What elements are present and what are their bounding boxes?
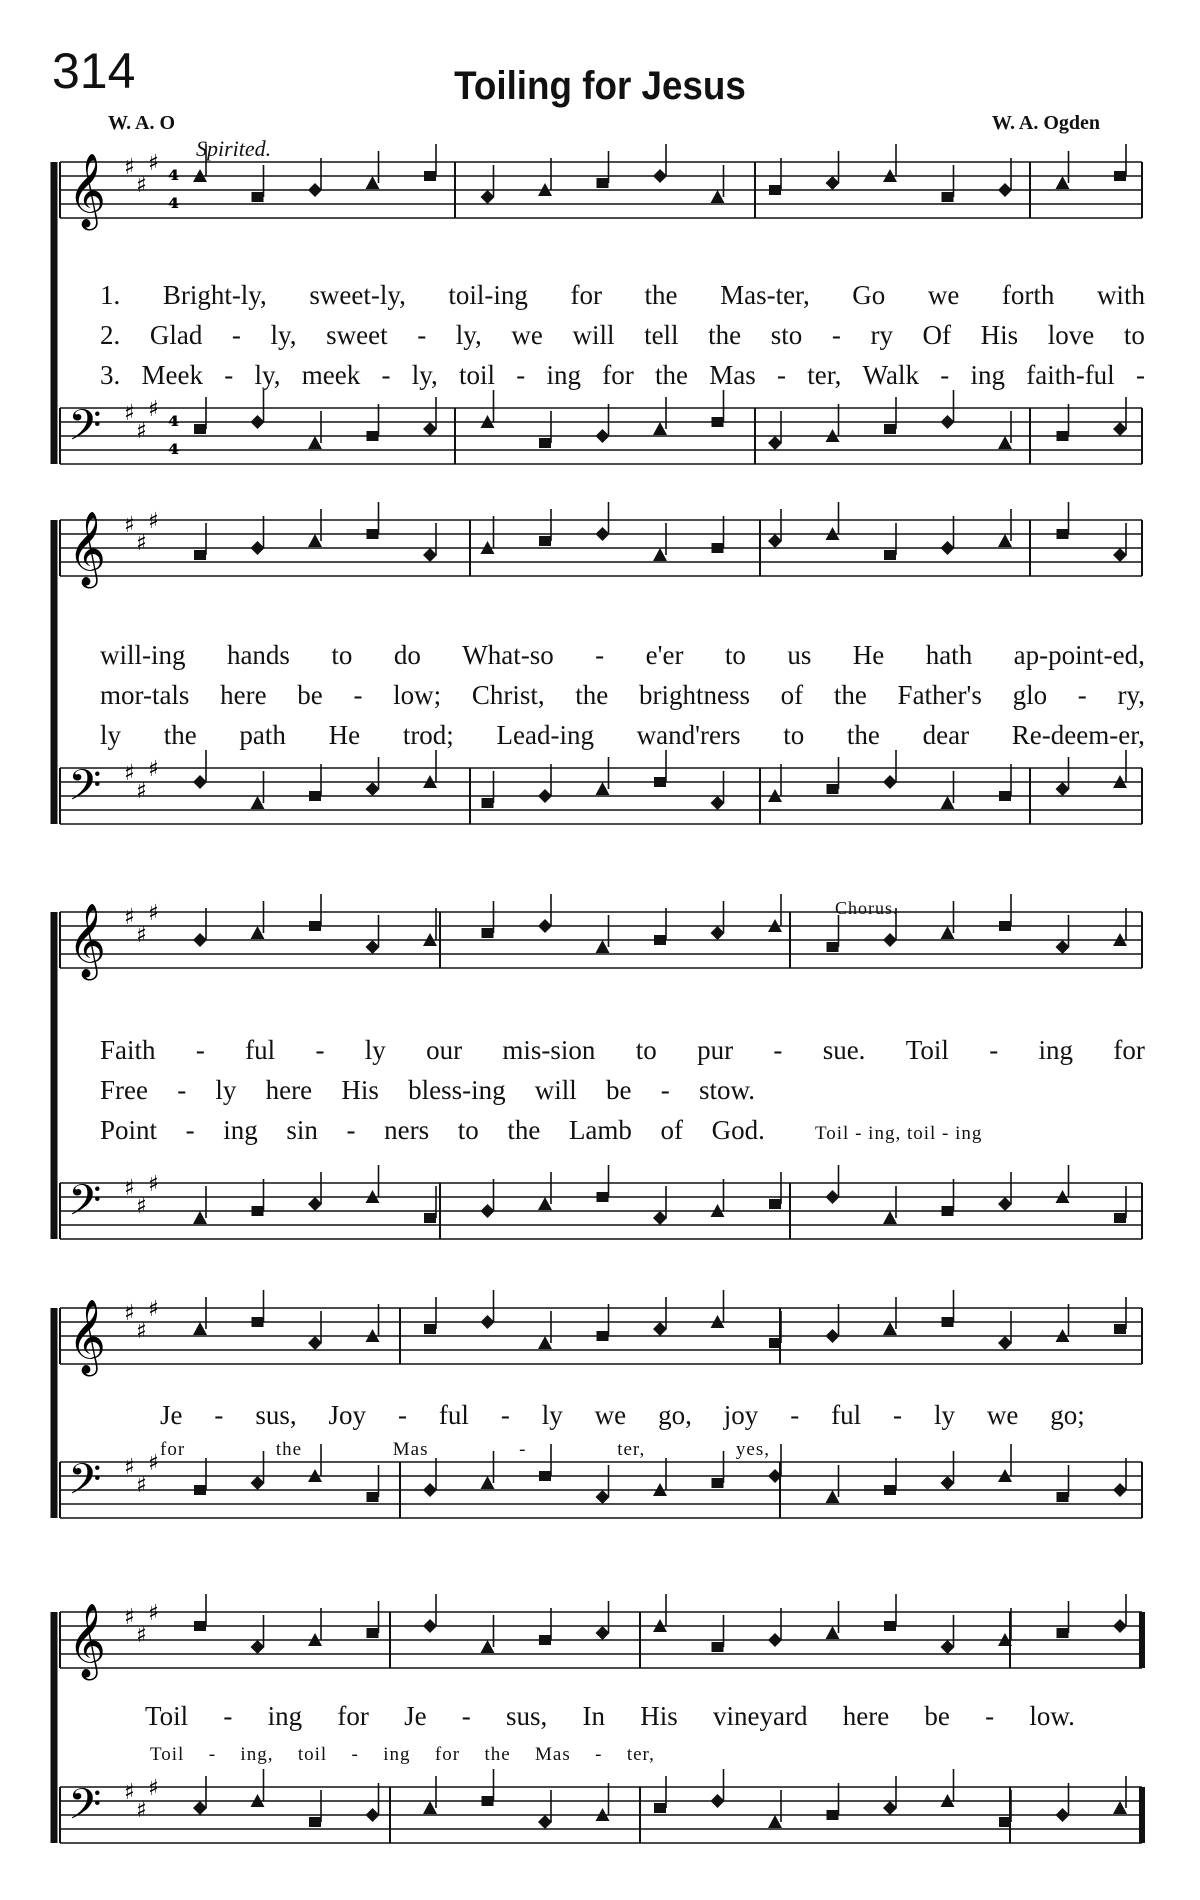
note-head [423,1619,437,1633]
lyric-line: Faith - ful - ly our mis-sion to pur - sue. Toil - ing for [100,1035,1145,1065]
note-head [827,784,839,794]
note-head [941,1640,955,1654]
note-head [999,921,1011,931]
note-head [941,541,955,555]
sharp-icon: ♯ [148,1172,159,1197]
note-head [711,796,725,810]
note-head [424,1324,436,1334]
note-head [827,1810,839,1820]
sharp-icon: ♯ [148,1297,159,1322]
note-head [481,190,495,204]
note-head [827,942,839,952]
note-head [308,1197,322,1211]
note-head [942,192,954,202]
time-signature: ⁴ [168,440,180,470]
note-head [424,1213,436,1223]
note-head [251,415,265,429]
note-head [998,534,1012,547]
sharp-icon: ♯ [136,1798,147,1823]
sharp-icon: ♯ [148,901,159,926]
note-head [653,422,667,435]
note-head [539,438,551,448]
lyric-line: will-ing hands to do What-so - e'er to us He hath ap-point-ed, [100,640,1145,670]
note-head [194,1621,206,1631]
treble-clef-icon: 𝄞 [68,512,106,586]
note-head [367,1492,379,1502]
note-head [367,431,379,441]
lyric-line: Free - ly here His bless-ing will be - stow. [100,1075,755,1105]
sharp-icon: ♯ [148,151,159,176]
note-head [481,1476,495,1489]
note-head [597,1192,609,1202]
note-head [998,183,1012,197]
note-head [883,933,897,947]
note-head [942,1206,954,1216]
note-head [1114,1213,1126,1223]
note-head [366,1808,380,1822]
bass-clef-icon: 𝄢 [68,1780,102,1840]
note-head [193,1211,207,1224]
sharp-icon: ♯ [136,1194,147,1219]
note-head [423,1483,437,1497]
note-head [1113,1619,1127,1633]
note-head [252,1317,264,1327]
note-head [596,527,610,541]
lyric-line: mor-tals here be - low; Christ, the brightness of the Father's glo - ry, [100,680,1145,710]
note-head [1057,529,1069,539]
note-head [768,436,782,450]
note-head [308,183,322,197]
chorus-bass-words: Toil - ing, toil - ing [815,1123,983,1144]
sharp-icon: ♯ [148,1776,159,1801]
note-head [1113,1483,1127,1497]
sharp-icon: ♯ [148,757,159,782]
note-head [826,1190,840,1204]
sharp-icon: ♯ [136,1473,147,1498]
bass-clef-icon: 𝄢 [68,761,102,821]
note-head [423,1801,437,1814]
note-head [538,1197,552,1210]
note-head [597,1331,609,1341]
time-signature: ⁴ [168,194,180,224]
note-head [539,1635,551,1645]
note-head [366,782,380,796]
note-head [884,1485,896,1495]
tempo-marking: Spirited. [196,136,272,161]
chorus-label: Chorus. [835,898,899,918]
lyric-line: 1. Bright-ly, sweet-ly, toil-ing for the Mas-ter, Go we forth with [100,280,1145,310]
note-head [366,940,380,954]
note-head [769,185,781,195]
note-head [423,422,437,436]
sharp-icon: ♯ [136,531,147,556]
note-head [596,940,610,953]
note-head [712,1642,724,1652]
note-head [193,933,207,947]
note-head [884,550,896,560]
note-head [1056,1808,1070,1822]
note-head [942,1317,954,1327]
note-head [1056,176,1070,189]
note-head [654,1803,666,1813]
note-head [711,926,725,940]
note-head [1113,422,1127,436]
sharp-icon: ♯ [124,401,135,426]
note-head [884,424,896,434]
sharp-icon: ♯ [136,419,147,444]
note-head [654,777,666,787]
treble-clef-icon: 𝄞 [68,1300,106,1374]
note-head [1057,431,1069,441]
music-composer: W. A. Ogden [991,112,1100,134]
note-head [826,1626,840,1639]
note-head [482,928,494,938]
sharp-icon: ♯ [124,1455,135,1480]
note-head [251,1476,265,1490]
note-head [999,791,1011,801]
lyric-line: Toil - ing for Je - sus, In His vineyard here be - low. [145,1701,1075,1731]
note-head [367,1628,379,1638]
note-head [941,1476,955,1490]
sharp-icon: ♯ [124,1780,135,1805]
sharp-icon: ♯ [124,513,135,538]
treble-clef-icon: 𝄞 [68,904,106,978]
note-head [1056,782,1070,796]
note-head [884,1621,896,1631]
note-head [252,192,264,202]
lyric-line: Je - sus, Joy - ful - ly we go, joy - ful - ly we go; [160,1400,1085,1430]
bass-words: Toil - ing, toil - ing for the Mas - ter, [150,1744,655,1765]
treble-clef-icon: 𝄞 [68,154,106,228]
note-head [193,1322,207,1335]
note-head [308,1336,322,1350]
note-head [251,541,265,555]
note-head [941,926,955,939]
note-head [309,791,321,801]
note-head [941,796,955,809]
note-head [769,1199,781,1209]
note-head [883,1211,897,1224]
note-head [481,1315,495,1329]
note-head [711,190,725,203]
sharp-icon: ♯ [124,761,135,786]
sharp-icon: ♯ [148,397,159,422]
sharp-icon: ♯ [148,1601,159,1626]
note-head [366,176,380,189]
note-head [826,1490,840,1503]
note-head [826,176,840,190]
time-signature: ⁴ [168,166,180,196]
note-head [883,1322,897,1335]
note-head [367,529,379,539]
note-head [1114,1324,1126,1334]
note-head [481,1204,495,1218]
note-head [194,550,206,560]
sharp-icon: ♯ [124,905,135,930]
treble-clef-icon: 𝄞 [68,1604,106,1678]
note-head [1113,548,1127,562]
note-head [538,789,552,803]
note-head [1057,1628,1069,1638]
lyric-line: ly the path He trod; Lead-ing wand'rers to the dear Re-deem-er, [100,720,1145,750]
note-head [596,1490,610,1504]
bass-clef-icon: 𝄢 [68,1455,102,1515]
sharp-icon: ♯ [148,509,159,534]
note-head [308,436,322,449]
note-head [1113,1801,1127,1814]
sharp-icon: ♯ [124,155,135,180]
note-head [1056,940,1070,954]
sharp-icon: ♯ [148,1451,159,1476]
sharp-icon: ♯ [124,1176,135,1201]
note-head [1057,1492,1069,1502]
sharp-icon: ♯ [136,1319,147,1344]
note-head [653,1322,667,1336]
note-head [194,1485,206,1495]
bass-clef-icon: 𝄢 [68,1176,102,1236]
words-author: W. A. O [108,112,176,134]
sharp-icon: ♯ [136,779,147,804]
note-head [653,548,667,561]
note-head [481,1640,495,1653]
note-head [423,548,437,562]
note-head [653,1211,667,1225]
note-head [883,1801,897,1815]
note-head [596,429,610,443]
note-head [712,543,724,553]
note-head [768,1633,782,1647]
note-head [309,921,321,931]
sharp-icon: ♯ [136,1623,147,1648]
note-head [193,775,207,789]
note-head [769,1338,781,1348]
lyric-line: Point - ing sin - ners to the Lamb of God. [100,1115,765,1145]
sharp-icon: ♯ [136,923,147,948]
hymn-title: Toiling for Jesus [454,64,746,108]
note-head [596,1626,610,1640]
note-head [538,1336,552,1349]
note-head [998,1197,1012,1211]
note-head [251,796,265,809]
lyric-line: 2. Glad - ly, sweet - ly, we will tell the sto - ry Of His love to [100,320,1145,350]
note-head [826,1329,840,1343]
note-head [712,1478,724,1488]
note-head [539,1471,551,1481]
note-head [308,534,322,547]
note-head [711,1794,725,1808]
note-head [482,1796,494,1806]
note-head [251,926,265,939]
note-head [251,1640,265,1654]
time-signature: ⁴ [168,412,180,442]
note-head [998,436,1012,449]
note-head [538,1815,552,1829]
sharp-icon: ♯ [124,1605,135,1630]
note-head [712,417,724,427]
note-head [883,775,897,789]
note-head [654,935,666,945]
note-head [193,1801,207,1815]
note-head [998,1336,1012,1350]
sharp-icon: ♯ [124,1301,135,1326]
note-head [597,178,609,188]
note-head [999,1817,1011,1827]
note-head [653,169,667,183]
note-head [309,1817,321,1827]
note-head [768,1815,782,1828]
note-head [252,1206,264,1216]
bass-words: for the Mas - ter, yes, [160,1439,770,1460]
note-head [538,919,552,933]
note-head [482,798,494,808]
note-head [596,782,610,795]
bass-clef-icon: 𝄢 [68,401,102,461]
note-head [194,424,206,434]
note-head [1114,171,1126,181]
note-head [768,534,782,548]
hymn-number: 314 [52,43,136,99]
lyric-line: 3. Meek - ly, meek - ly, toil - ing for the Mas - ter, Walk - ing faith-ful - [100,360,1145,390]
sharp-icon: ♯ [136,173,147,198]
note-head [941,415,955,429]
note-head [539,536,551,546]
note-head [424,171,436,181]
